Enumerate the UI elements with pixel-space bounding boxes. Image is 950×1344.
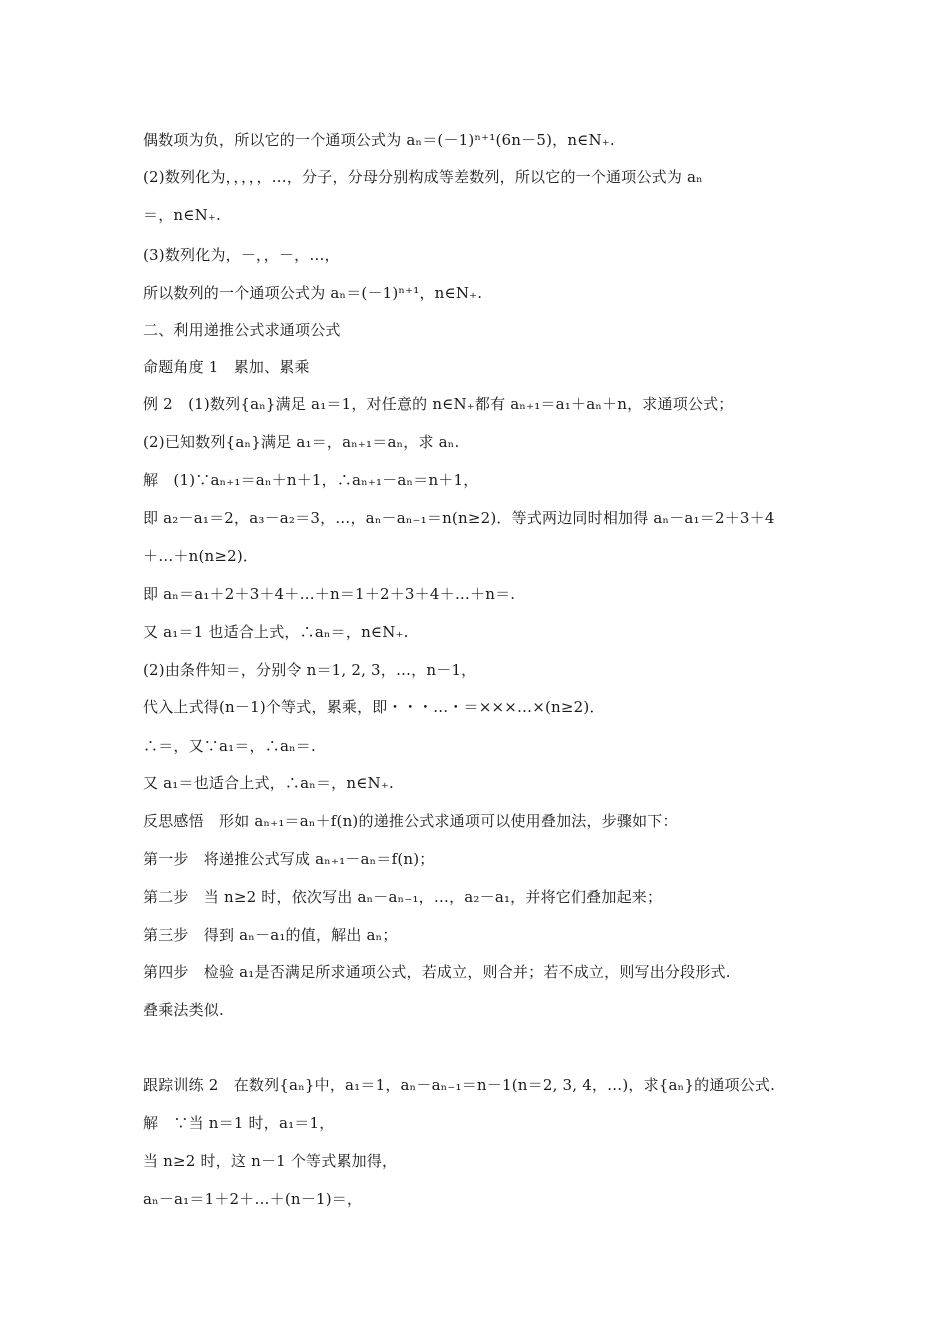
example-line: 例 2 (1)数列{aₙ}满足 a₁＝1，对任意的 n∈N₊都有 aₙ₊₁＝a₁＋aₙ＋n，求通项公式； — [143, 395, 734, 413]
text-line: 即 a₂－a₁＝2，a₃－a₂＝3，…，aₙ－aₙ₋₁＝n(n≥2)．等式两边同时相加得 aₙ－a₁＝2＋3＋4 — [143, 509, 775, 527]
text-line: 又 a₁＝也适合上式，∴aₙ＝，n∈N₊. — [143, 774, 394, 792]
text-line: aₙ－a₁＝1＋2＋…＋(n－1)＝， — [143, 1190, 363, 1208]
step-line: 第四步 检验 a₁是否满足所求通项公式，若成立，则合并；若不成立，则写出分段形式. — [143, 963, 731, 981]
step-line: 第一步 将递推公式写成 aₙ₊₁－aₙ＝f(n)； — [143, 850, 435, 868]
text-line: (2)已知数列{aₙ}满足 a₁＝，aₙ₊₁＝aₙ，求 aₙ. — [143, 433, 460, 451]
text-line: 代入上式得(n－1)个等式，累乘，即・・・…・＝×××…×(n≥2)． — [143, 698, 605, 716]
text-line: (2)由条件知＝，分别令 n＝1, 2, 3，…，n－1， — [143, 661, 477, 679]
text-line: 偶数项为负，所以它的一个通项公式为 aₙ＝(－1)ⁿ⁺¹(6n－5)，n∈N₊. — [143, 131, 615, 149]
text-line: ＝，n∈N₊. — [143, 206, 221, 224]
text-line: 又 a₁＝1 也适合上式，∴aₙ＝，n∈N₊. — [143, 623, 409, 641]
step-line: 第二步 当 n≥2 时，依次写出 aₙ－aₙ₋₁，…，a₂－a₁，并将它们叠加起来； — [143, 888, 663, 906]
exercise-line: 跟踪训练 2 在数列{aₙ}中，a₁＝1，aₙ－aₙ₋₁＝n－1(n＝2, 3, 4，…)，求{aₙ}的通项公式. — [143, 1076, 776, 1094]
text-line: (2)数列化为，，，，，…，分子，分母分别构成等差数列，所以它的一个通项公式为 aₙ — [143, 168, 703, 186]
solution-line: 解 (1)∵aₙ₊₁＝aₙ＋n＋1，∴aₙ₊₁－aₙ＝n＋1， — [143, 471, 479, 489]
text-line: ＋…＋n(n≥2)． — [143, 547, 259, 565]
text-line: (3)数列化为，－，，－，…， — [143, 246, 340, 264]
reflection-line: 反思感悟 形如 aₙ₊₁＝aₙ＋f(n)的递推公式求通项可以使用叠加法，步骤如下： — [143, 812, 678, 830]
text-line: 叠乘法类似. — [143, 1001, 224, 1019]
solution-line: 解 ∵当 n＝1 时，a₁＝1， — [143, 1114, 335, 1132]
subsection-heading: 命题角度 1 累加、累乘 — [143, 358, 310, 376]
section-heading: 二、利用递推公式求通项公式 — [143, 321, 341, 339]
text-line: 即 aₙ＝a₁＋2＋3＋4＋…＋n＝1＋2＋3＋4＋…＋n＝. — [143, 585, 516, 603]
step-line: 第三步 得到 aₙ－a₁的值，解出 aₙ； — [143, 926, 398, 944]
text-line: ∴＝，又∵a₁＝，∴aₙ＝. — [143, 737, 316, 755]
text-line: 当 n≥2 时，这 n－1 个等式累加得， — [143, 1152, 398, 1170]
text-line: 所以数列的一个通项公式为 aₙ＝(－1)ⁿ⁺¹，n∈N₊. — [143, 284, 483, 302]
